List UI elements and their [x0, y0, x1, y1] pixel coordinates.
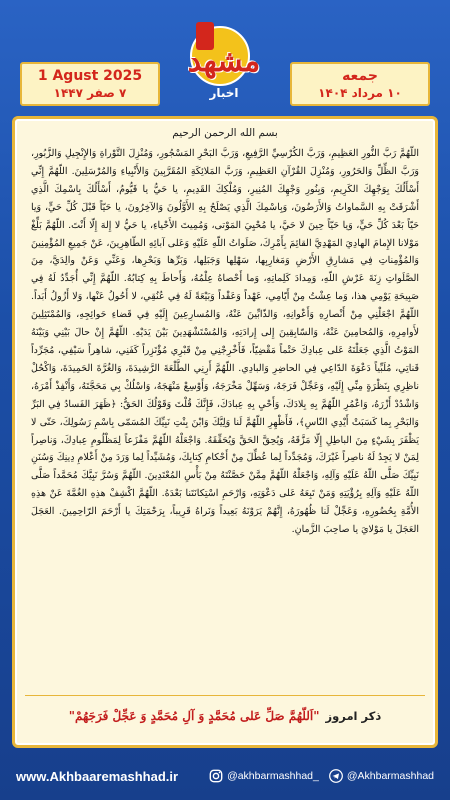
logo-title: مشهد — [187, 44, 261, 79]
dhikr-label: ذکر امروز — [325, 708, 382, 723]
instagram-handle: @akhbarmashhad_ — [227, 770, 319, 782]
prayer-card — [12, 116, 438, 748]
telegram-link[interactable] — [329, 769, 434, 783]
logo-subtitle: اخبار — [209, 86, 239, 100]
website-link[interactable]: www.Akhbaaremashhad.ir — [16, 768, 179, 784]
telegram-icon — [329, 769, 343, 783]
gregorian-date: 1 Agust 2025 — [37, 67, 143, 84]
dhikr-text: "اَللّهُمَّ صَلِّ عَلی مُحَمَّدٍ وَ آلِ مُحَمَّدٍ وَ عَجِّلْ فَرَجَهُمْ" — [68, 708, 320, 723]
persian-date-box — [290, 62, 430, 106]
logo — [176, 22, 272, 108]
telegram-handle: @Akhbarmashhad — [346, 770, 434, 782]
social-links — [209, 769, 434, 783]
hijri-date: ۷ صفر ۱۴۴۷ — [53, 85, 127, 100]
persian-date: ۱۰ مرداد ۱۴۰۴ — [318, 85, 402, 100]
header — [0, 0, 450, 110]
weekday: جمعه — [342, 67, 378, 84]
gregorian-date-box — [20, 62, 160, 106]
footer — [0, 752, 450, 800]
prayer-text: اللّهُمَّ رَبَّ النُّورِ العَظِيمِ، وَرَبَّ الكُرْسِيِّ الرَّفِيعِ، وَرَبَّ البَحْرِ المَسْجُورِ، وَمُنْزِلَ التَّوْراةِ وَالإِنْجِيلِ وَالزَّبُورِ، وَرَبَّ الظِّلِّ وَالحَرُورِ، وَمُنْزِلَ القُرْآنِ العَظِيمِ، وَرَبَّ المَلائِكَةِ المُقَرَّبِينَ وَالأَنْبِياءِ وَالمُرْسَلِينَ. اللّهُمَّ إِنِّي أَسْأَلُكَ بِوَجْهِكَ الكَرِيمِ، وَبِنُورِ وَجْهِكَ المُنِيرِ، وَمُلْكِكَ القَدِيمِ، يا حَيُّ يا قَيُّومُ، أَسْأَلُكَ بِاسْمِكَ الَّذِي أَشْرَقَتْ بِهِ السَّماواتُ وَالأَرَضُونَ، وَبِاسْمِكَ الَّذِي يَصْلَحُ بِهِ الأَوَّلُونَ وَالآخِرُونَ، يا حَيّاً قَبْلَ كُلِّ حَيٍّ، وَيا حَيّاً بَعْدَ كُلِّ حَيٍّ، وَيا حَيّاً حِينَ لا حَيَّ، يا مُحْيِيَ المَوْتى، وَمُمِيتَ الأَحْياءِ، يا حَيُّ لا إِلهَ إِلّا أَنْتَ. اللّهُمَّ بَلِّغْ مَوْلانا الإِمامَ الهادِيَ المَهْدِيَّ القائِمَ بِأَمْرِكَ، صَلَواتُ اللّهِ عَلَيْهِ وَعَلى آبائِهِ الطّاهِرِينَ، عَنْ جَمِيعِ المُؤْمِنِينَ وَالمُؤْمِناتِ فِي مَشارِقِ الأَرْضِ وَمَغارِبِها، سَهْلِها وَجَبَلِها، وَبَرِّها وَبَحْرِها، وَعَنِّي وَعَنْ والِدَيَّ، مِنَ الصَّلَواتِ زِنَةَ عَرْشِ اللّهِ، وَمِدادَ كَلِماتِهِ، وَما أَحْصاهُ عِلْمُهُ، وَأَحاطَ بِهِ كِتابُهُ. اللّهُمَّ إِنِّي أُجَدِّدُ لَهُ فِي صَبِيحَةِ يَوْمِي هذا، وَما عِشْتُ مِنْ أَيّامِي، عَهْداً وَعَقْداً وَبَيْعَةً لَهُ فِي عُنُقِي، لا أَحُولُ عَنْها، وَلا أَزُولُ أَبَداً. اللّهُمَّ اجْعَلْنِي مِنْ أَنْصارِهِ وَأَعْوانِهِ، وَالذّابِّينَ عَنْهُ، وَالمُسارِعِينَ إِلَيْهِ فِي قَضاءِ حَوائِجِهِ، وَالمُمْتَثِلِينَ لأَوامِرِهِ، وَالمُحامِينَ عَنْهُ، وَالسّابِقِينَ إِلى إِرادَتِهِ، وَالمُسْتَشْهَدِينَ بَيْنَ يَدَيْهِ. اللّهُمَّ إِنْ حالَ بَيْنِي وَبَيْنَهُ المَوْتُ الَّذِي جَعَلْتَهُ عَلى عِبادِكَ حَتْماً مَقْضِيّاً، فَأَخْرِجْنِي مِنْ قَبْرِي مُؤْتَزِراً كَفَنِي، شاهِراً سَيْفِي، مُجَرِّداً قَناتِي، مُلَبِّياً دَعْوَةَ الدّاعِي فِي الحاضِرِ وَالبادِي. اللّهُمَّ أَرِنِي الطَّلْعَةَ الرَّشِيدَةَ، وَالغُرَّةَ الحَمِيدَةَ، وَاكْحُلْ ناظِرِي بِنَظْرَةٍ مِنِّي إِلَيْهِ، وَعَجِّلْ فَرَجَهُ، وَسَهِّلْ مَخْرَجَهُ، وَأَوْسِعْ مَنْهَجَهُ، وَاسْلُكْ بِي مَحَجَّتَهُ، وَأَنْفِذْ أَمْرَهُ، وَاشْدُدْ أَزْرَهُ، وَاعْمُرِ اللّهُمَّ بِهِ بِلادَكَ، وَأَحْيِ بِهِ عِبادَكَ، فَإِنَّكَ قُلْتَ وَقَوْلُكَ الحَقُّ: ﴿ظَهَرَ الفَسادُ فِي البَرِّ وَالبَحْرِ بِما كَسَبَتْ أَيْدِي النّاسِ﴾، فَأَظْهِرِ اللّهُمَّ لَنا وَلِيَّكَ وَابْنَ بِنْتِ نَبِيِّكَ المُسَمّى بِاسْمِ رَسُولِكَ، حَتّى لا يَظْفَرَ بِشَيْءٍ مِنَ الباطِلِ إِلّا مَزَّقَهُ، وَيُحِقَّ الحَقَّ وَيُحَقِّقَهُ. وَاجْعَلْهُ اللّهُمَّ مَفْزَعاً لِمَظْلُومِ عِبادِكَ، وَناصِراً لِمَنْ لا يَجِدُ لَهُ ناصِراً غَيْرَكَ، وَمُجَدِّداً لِما عُطِّلَ مِنْ أَحْكامِ كِتابِكَ، وَمُشَيِّداً لِما وَرَدَ مِنْ أَعْلامِ دِينِكَ وَسُنَنِ نَبِيِّكَ صَلَّى اللّهُ عَلَيْهِ وَآلِهِ، وَاجْعَلْهُ اللّهُمَّ مِمَّنْ حَصَّنْتَهُ مِنْ بَأْسِ المُعْتَدِينَ. اللّهُمَّ وَسُرَّ نَبِيَّكَ مُحَمَّداً صَلَّى اللّهُ عَلَيْهِ وَآلِهِ بِرُؤْيَتِهِ وَمَنْ تَبِعَهُ عَلى دَعْوَتِهِ، وَارْحَمِ اسْتِكانَتَنا بَعْدَهُ. اللّهُمَّ اكْشِفْ هذِهِ الغُمَّةَ عَنْ هذِهِ الأُمَّةِ بِحُضُورِهِ، وَعَجِّلْ لَنا ظُهُورَهُ، إِنَّهُمْ يَرَوْنَهُ بَعِيداً وَنَراهُ قَرِيباً، بِرَحْمَتِكَ يا أَرْحَمَ الرّاحِمِينَ. العَجَلَ العَجَلَ يا مَوْلايَ يا صاحِبَ الزَّمانِ. — [31, 148, 419, 536]
instagram-link[interactable] — [209, 769, 319, 783]
instagram-icon — [209, 769, 223, 783]
dhikr-bar — [25, 695, 425, 735]
basmala: بسم الله الرحمن الرحيم — [172, 127, 278, 139]
